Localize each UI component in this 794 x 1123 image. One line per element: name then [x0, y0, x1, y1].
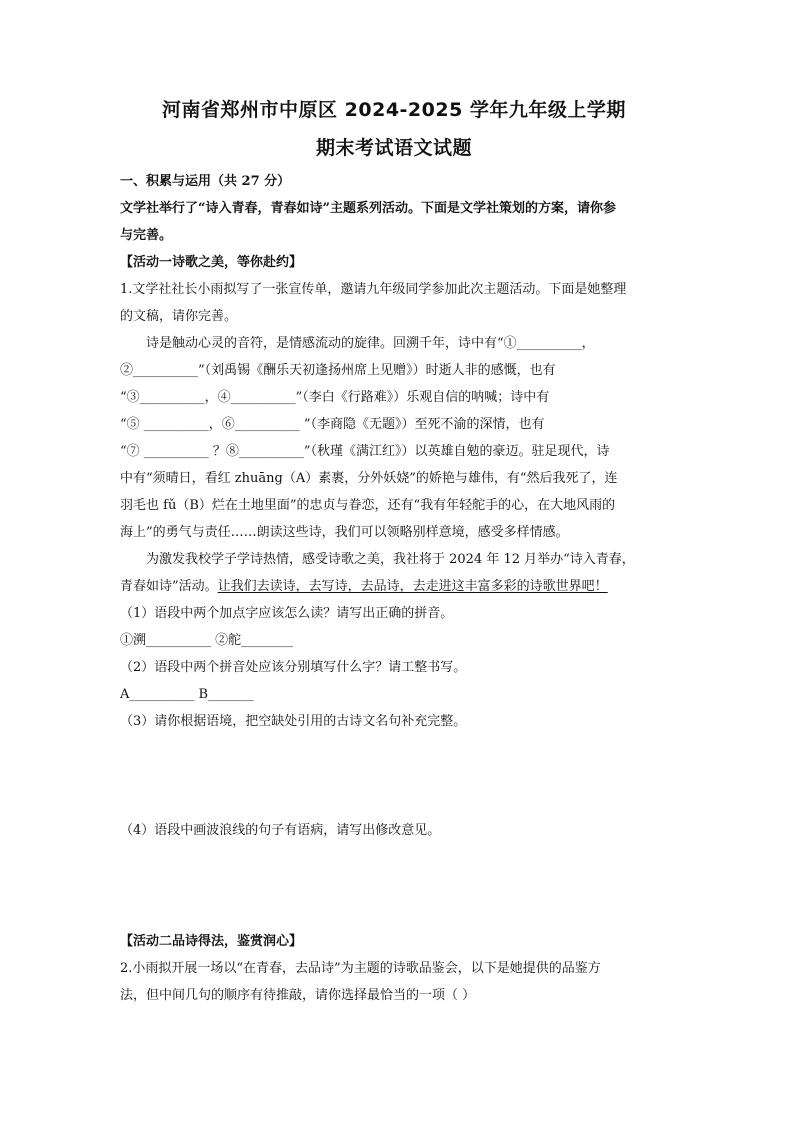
exam-title-line2: 期末考试语文试题 — [315, 137, 472, 159]
intro-line: 文学社举行了“诗入青春，青春如诗”主题系列活动。下面是文学社策划的方案，请你参 — [120, 201, 616, 216]
activity1-heading: 【活动一诗歌之美，等你赴约】 — [120, 255, 303, 270]
passage-line: “⑤ __________，⑥__________ ”（李商隐《无题》）至死不渝的深情，也有 — [120, 417, 545, 432]
section1-heading: 一、积累与运用（共 27 分） — [120, 174, 291, 189]
passage2-line: 为激发我校学子学诗热情，感受诗歌之美，我社将于 2024 年 12 月举办“诗入青春， — [146, 552, 635, 567]
activity2-heading: 【活动二品诗得法，鉴赏润心】 — [120, 934, 303, 949]
passage-line: 羽毛也 fǔ（B）烂在土地里面”的忠贞与眷恋，还有“我有年轻舵手的心，在大地风雨的 — [120, 498, 616, 513]
intro-line: 与完善。 — [120, 228, 173, 243]
q2-stem-line: 法，但中间几句的顺序有待推敲，请你选择最恰当的一项（ ） — [120, 988, 476, 1003]
passage-line: 诗是触动心灵的音符，是情感流动的旋律。回溯千年，诗中有“①__________， — [146, 336, 595, 351]
passage-line: ②__________”（刘禹锡《酬乐天初逢扬州席上见赠》）时逝人非的感慨，也有 — [120, 363, 556, 378]
exam-title-line1: 河南省郑州市中原区 2024-2025 学年九年级上学期 — [162, 99, 626, 121]
sub-question-2: （2）语段中两个拼音处应该分别填写什么字？请工整书写。 — [120, 660, 467, 675]
answer-space — [120, 735, 668, 817]
sub-question-3: （3）请你根据语境，把空缺处引用的古诗文名句补充完整。 — [120, 714, 467, 729]
exam-content — [120, 96, 668, 1009]
q1-stem-line: 的文稿，请你完善。 — [120, 309, 238, 324]
answer-blank-pinyin: ①溯__________ ②舵________ — [120, 633, 294, 648]
passage-line: 海上”的勇气与责任……朗读这些诗，我们可以领略别样意境，感受多样情感。 — [120, 525, 569, 540]
passage-line: “③__________，④__________”（李白《行路难》）乐观自信的呐喊；诗中有 — [120, 390, 550, 405]
q2-stem-line: 2.小雨拟开展一场以“在青春，去品诗”为主题的诗歌品鉴会，以下是她提供的品鉴方 — [120, 961, 601, 976]
wavy-underlined-sentence: 让我们去读诗，去写诗，去品诗，去走进这丰富多彩的诗歌世界吧！ — [217, 579, 608, 594]
sub-question-4: （4）语段中画波浪线的句子有语病，请写出修改意见。 — [120, 823, 441, 838]
passage-line: “⑦ __________ ？⑧__________”（秋瑾《满江红》）以英雄自勉的豪迈。驻足现代，诗 — [120, 444, 610, 459]
q1-stem-line: 1.文学社社长小雨拟写了一张宣传单，邀请九年级同学参加此次主题活动。下面是她整理 — [120, 282, 627, 297]
answer-blank-characters: A__________ B_______ — [120, 687, 254, 702]
passage-line: 中有“须晴日，看红 zhuāng（A）素裹，分外妖娆”的娇艳与雄伟，有“然后我死了，连 — [120, 471, 618, 486]
passage2-line — [120, 573, 668, 600]
passage2-text: 青春如诗”活动。 — [120, 579, 218, 594]
sub-question-1: （1）语段中两个加点字应该怎么读？请写出正确的拼音。 — [120, 606, 454, 621]
answer-space — [120, 844, 668, 928]
